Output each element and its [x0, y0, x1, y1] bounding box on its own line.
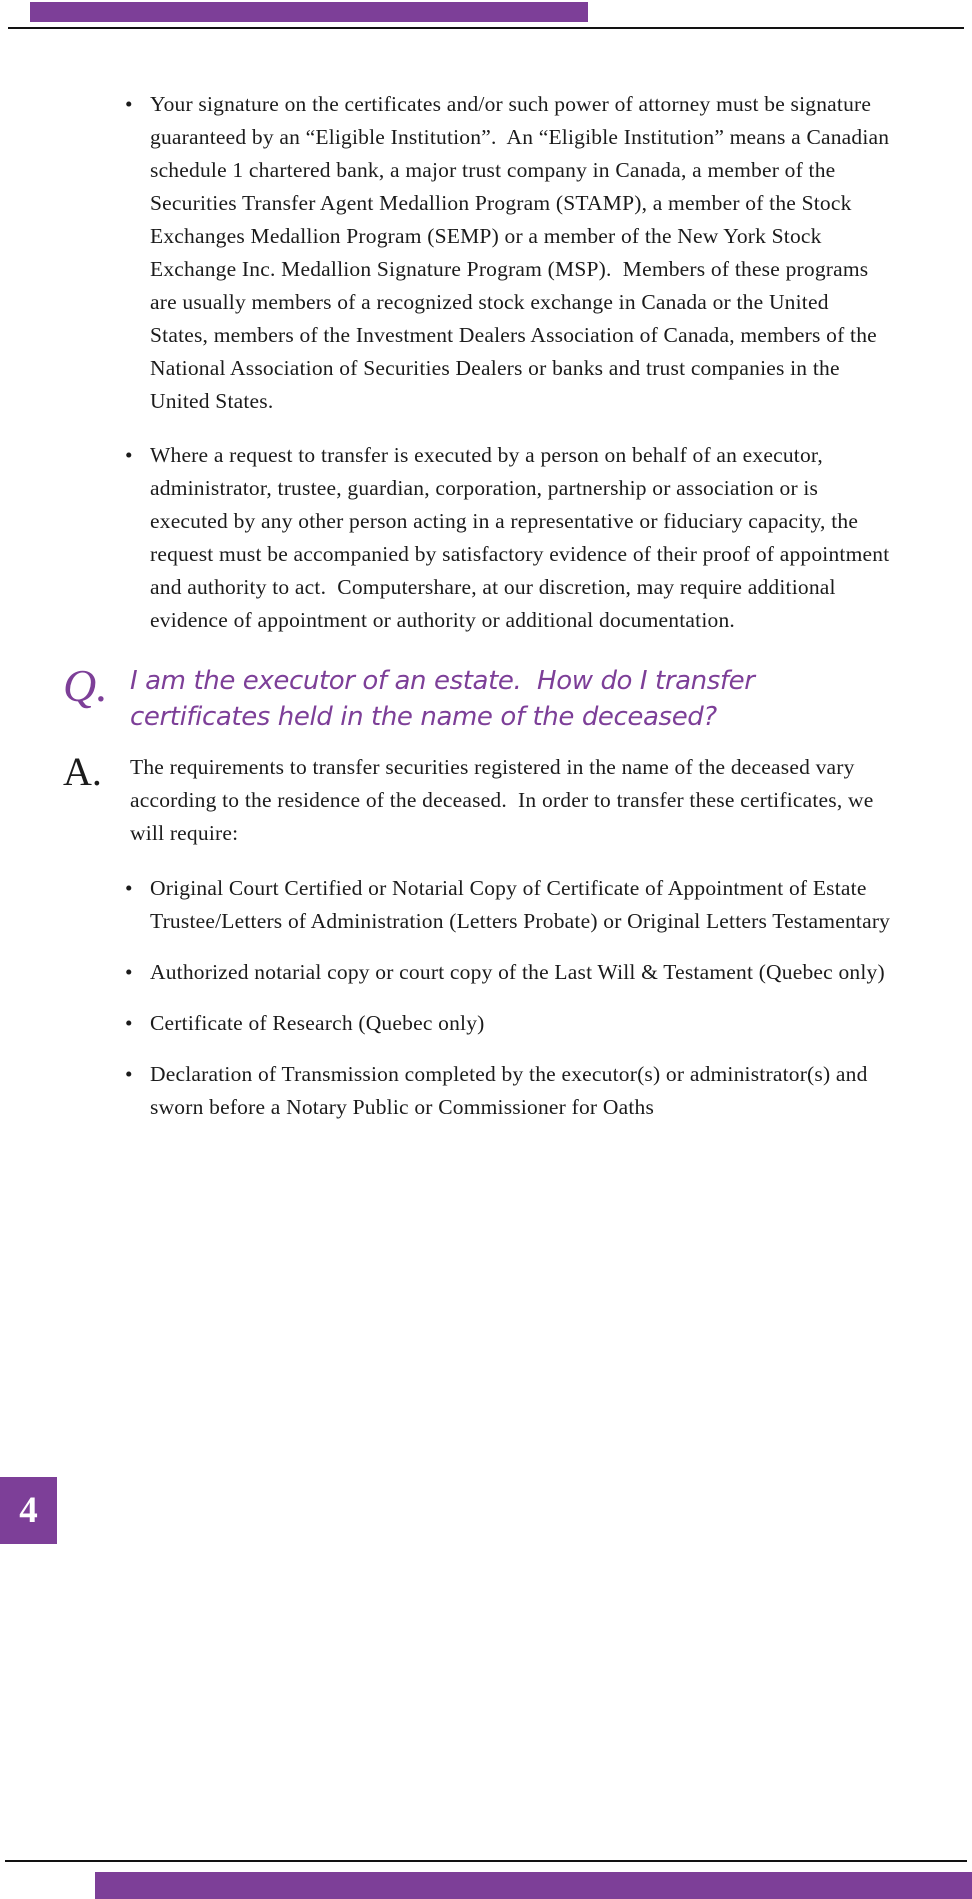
paragraph-text: Your signature on the certificates and/or such power of attorney must be signature guaranteed by an “Eligible Institution”. An “Eligible Institution” means a Canadian schedule 1 chartered bank, a major trust company in Canada, a member of the Securities Transfer Agent Medallion Program (STAMP), a member of the Stock Exchanges Medallion Program (SEMP) or a member of the New York Stock Exchange Inc. Medallion Signature Program (MSP). Members of these programs are usually members of a recognized stock exchange in Canada or the United States, members of the Investment Dealers Association of Canada, members of the National Association of Securities Dealers or banks and trust companies in the United States. — [150, 92, 895, 413]
list-item — [125, 872, 895, 938]
top-accent-bar — [30, 2, 588, 22]
requirements-list — [63, 872, 895, 1124]
list-item — [125, 1007, 895, 1040]
page-content — [63, 88, 895, 1142]
bottom-accent-bar — [95, 1872, 972, 1899]
bullet-icon: • — [125, 960, 133, 984]
list-item — [125, 1058, 895, 1124]
bottom-border-line — [5, 1860, 967, 1862]
top-border-line — [8, 27, 964, 29]
list-item-text: Declaration of Transmission completed by the executor(s) or administrator(s) and sworn before a Notary Public or Commissioner for Oaths — [150, 1062, 874, 1119]
question-text: I am the executor of an estate. How do I transfer certificates held in the name of the deceased? — [130, 666, 763, 732]
bullet-icon: • — [125, 876, 133, 900]
answer-label: A. — [63, 749, 102, 794]
bullet-paragraph — [125, 88, 895, 418]
paragraph-text: Where a request to transfer is executed by a person on behalf of an executor, administrator, trustee, guardian, corporation, partnership or association or is executed by any other person acting in a representative or fiduciary capacity, the request must be accompanied by satisfactory evidence of their proof of appointment and authority to act. Computershare, at our discretion, may require additional evidence of appointment or authority or additional documentation. — [150, 443, 895, 632]
answer-block — [63, 751, 895, 850]
page-number-badge — [0, 1477, 57, 1544]
list-item-text: Authorized notarial copy or court copy of the Last Will & Testament (Quebec only) — [150, 960, 885, 984]
bullet-icon: • — [125, 1062, 133, 1086]
answer-text: The requirements to transfer securities registered in the name of the deceased vary according to the residence of the deceased. In order to transfer these certificates, we will require: — [130, 755, 880, 845]
bullet-icon: • — [125, 1011, 133, 1035]
list-item-text: Original Court Certified or Notarial Copy of Certificate of Appointment of Estate Trustee/Letters of Administration (Letters Probate) or Original Letters Testamentary — [150, 876, 891, 933]
bullet-paragraph — [125, 439, 895, 637]
question-label: Q. — [63, 660, 108, 711]
page-number: 4 — [19, 1490, 38, 1531]
question-block — [63, 660, 895, 735]
bullet-icon: • — [125, 443, 133, 467]
bullet-icon: • — [125, 92, 133, 116]
list-item-text: Certificate of Research (Quebec only) — [150, 1011, 485, 1035]
list-item — [125, 956, 895, 989]
